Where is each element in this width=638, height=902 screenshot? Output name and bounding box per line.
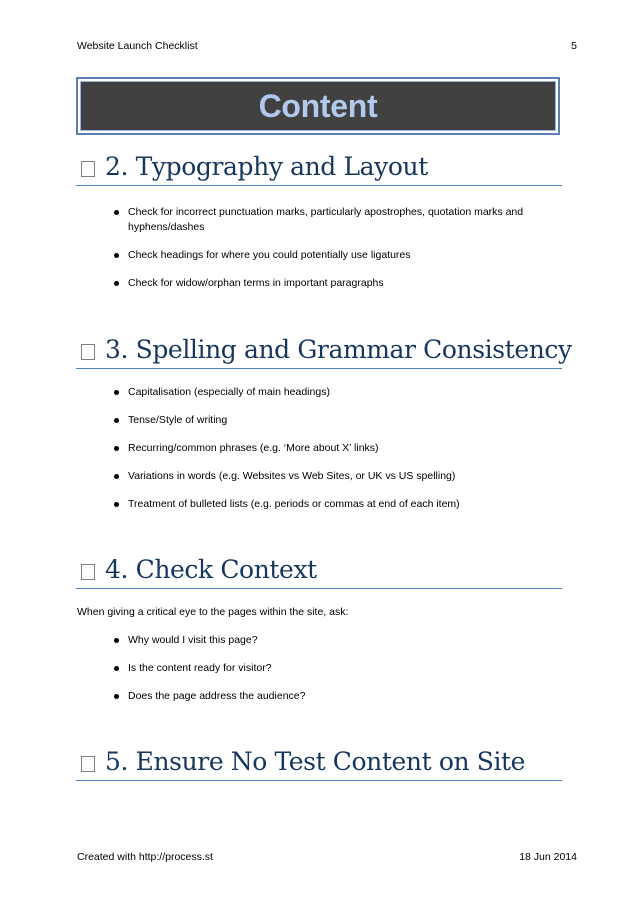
created-with-text: Created with http://process.st xyxy=(77,851,213,863)
list-item: Check headings for where you could potentially use ligatures xyxy=(113,248,553,263)
content-banner-inner xyxy=(80,81,556,131)
section-title: 5. Ensure No Test Content on Site xyxy=(105,747,526,776)
task-checkbox[interactable] xyxy=(81,344,95,360)
page-footer xyxy=(77,851,577,865)
document-title: Website Launch Checklist xyxy=(77,40,198,52)
list-item: Check for incorrect punctuation marks, particularly apostrophes, quotation marks and hyphens/dashes xyxy=(113,205,553,235)
list-item: Variations in words (e.g. Websites vs Web Sites, or UK vs US spelling) xyxy=(113,469,553,484)
typography-checklist xyxy=(113,205,553,304)
list-item: Capitalisation (especially of main headings) xyxy=(113,385,553,400)
section-heading-test-content xyxy=(76,745,562,781)
page-number: 5 xyxy=(571,40,577,52)
content-banner xyxy=(76,77,560,135)
task-checkbox[interactable] xyxy=(81,564,95,580)
section-title: 4. Check Context xyxy=(105,555,317,584)
spelling-checklist xyxy=(113,385,553,525)
page-header xyxy=(77,40,577,54)
footer-date: 18 Jun 2014 xyxy=(519,851,577,863)
section-heading-typography xyxy=(76,150,562,186)
list-item: Treatment of bulleted lists (e.g. periods or commas at end of each item) xyxy=(113,497,553,512)
list-item: Tense/Style of writing xyxy=(113,413,553,428)
list-item: Why would I visit this page? xyxy=(113,633,553,648)
section-title: 2. Typography and Layout xyxy=(105,152,428,181)
task-checkbox[interactable] xyxy=(81,161,95,177)
banner-title: Content xyxy=(258,87,378,124)
context-intro-text: When giving a critical eye to the pages within the site, ask: xyxy=(77,606,349,618)
list-item: Check for widow/orphan terms in important paragraphs xyxy=(113,276,553,291)
list-item: Recurring/common phrases (e.g. ‘More about X’ links) xyxy=(113,441,553,456)
task-checkbox[interactable] xyxy=(81,756,95,772)
context-checklist xyxy=(113,633,553,717)
section-heading-context xyxy=(76,553,562,589)
section-heading-spelling xyxy=(76,333,572,369)
list-item: Does the page address the audience? xyxy=(113,689,553,704)
section-title: 3. Spelling and Grammar Consistency xyxy=(105,335,572,364)
list-item: Is the content ready for visitor? xyxy=(113,661,553,676)
